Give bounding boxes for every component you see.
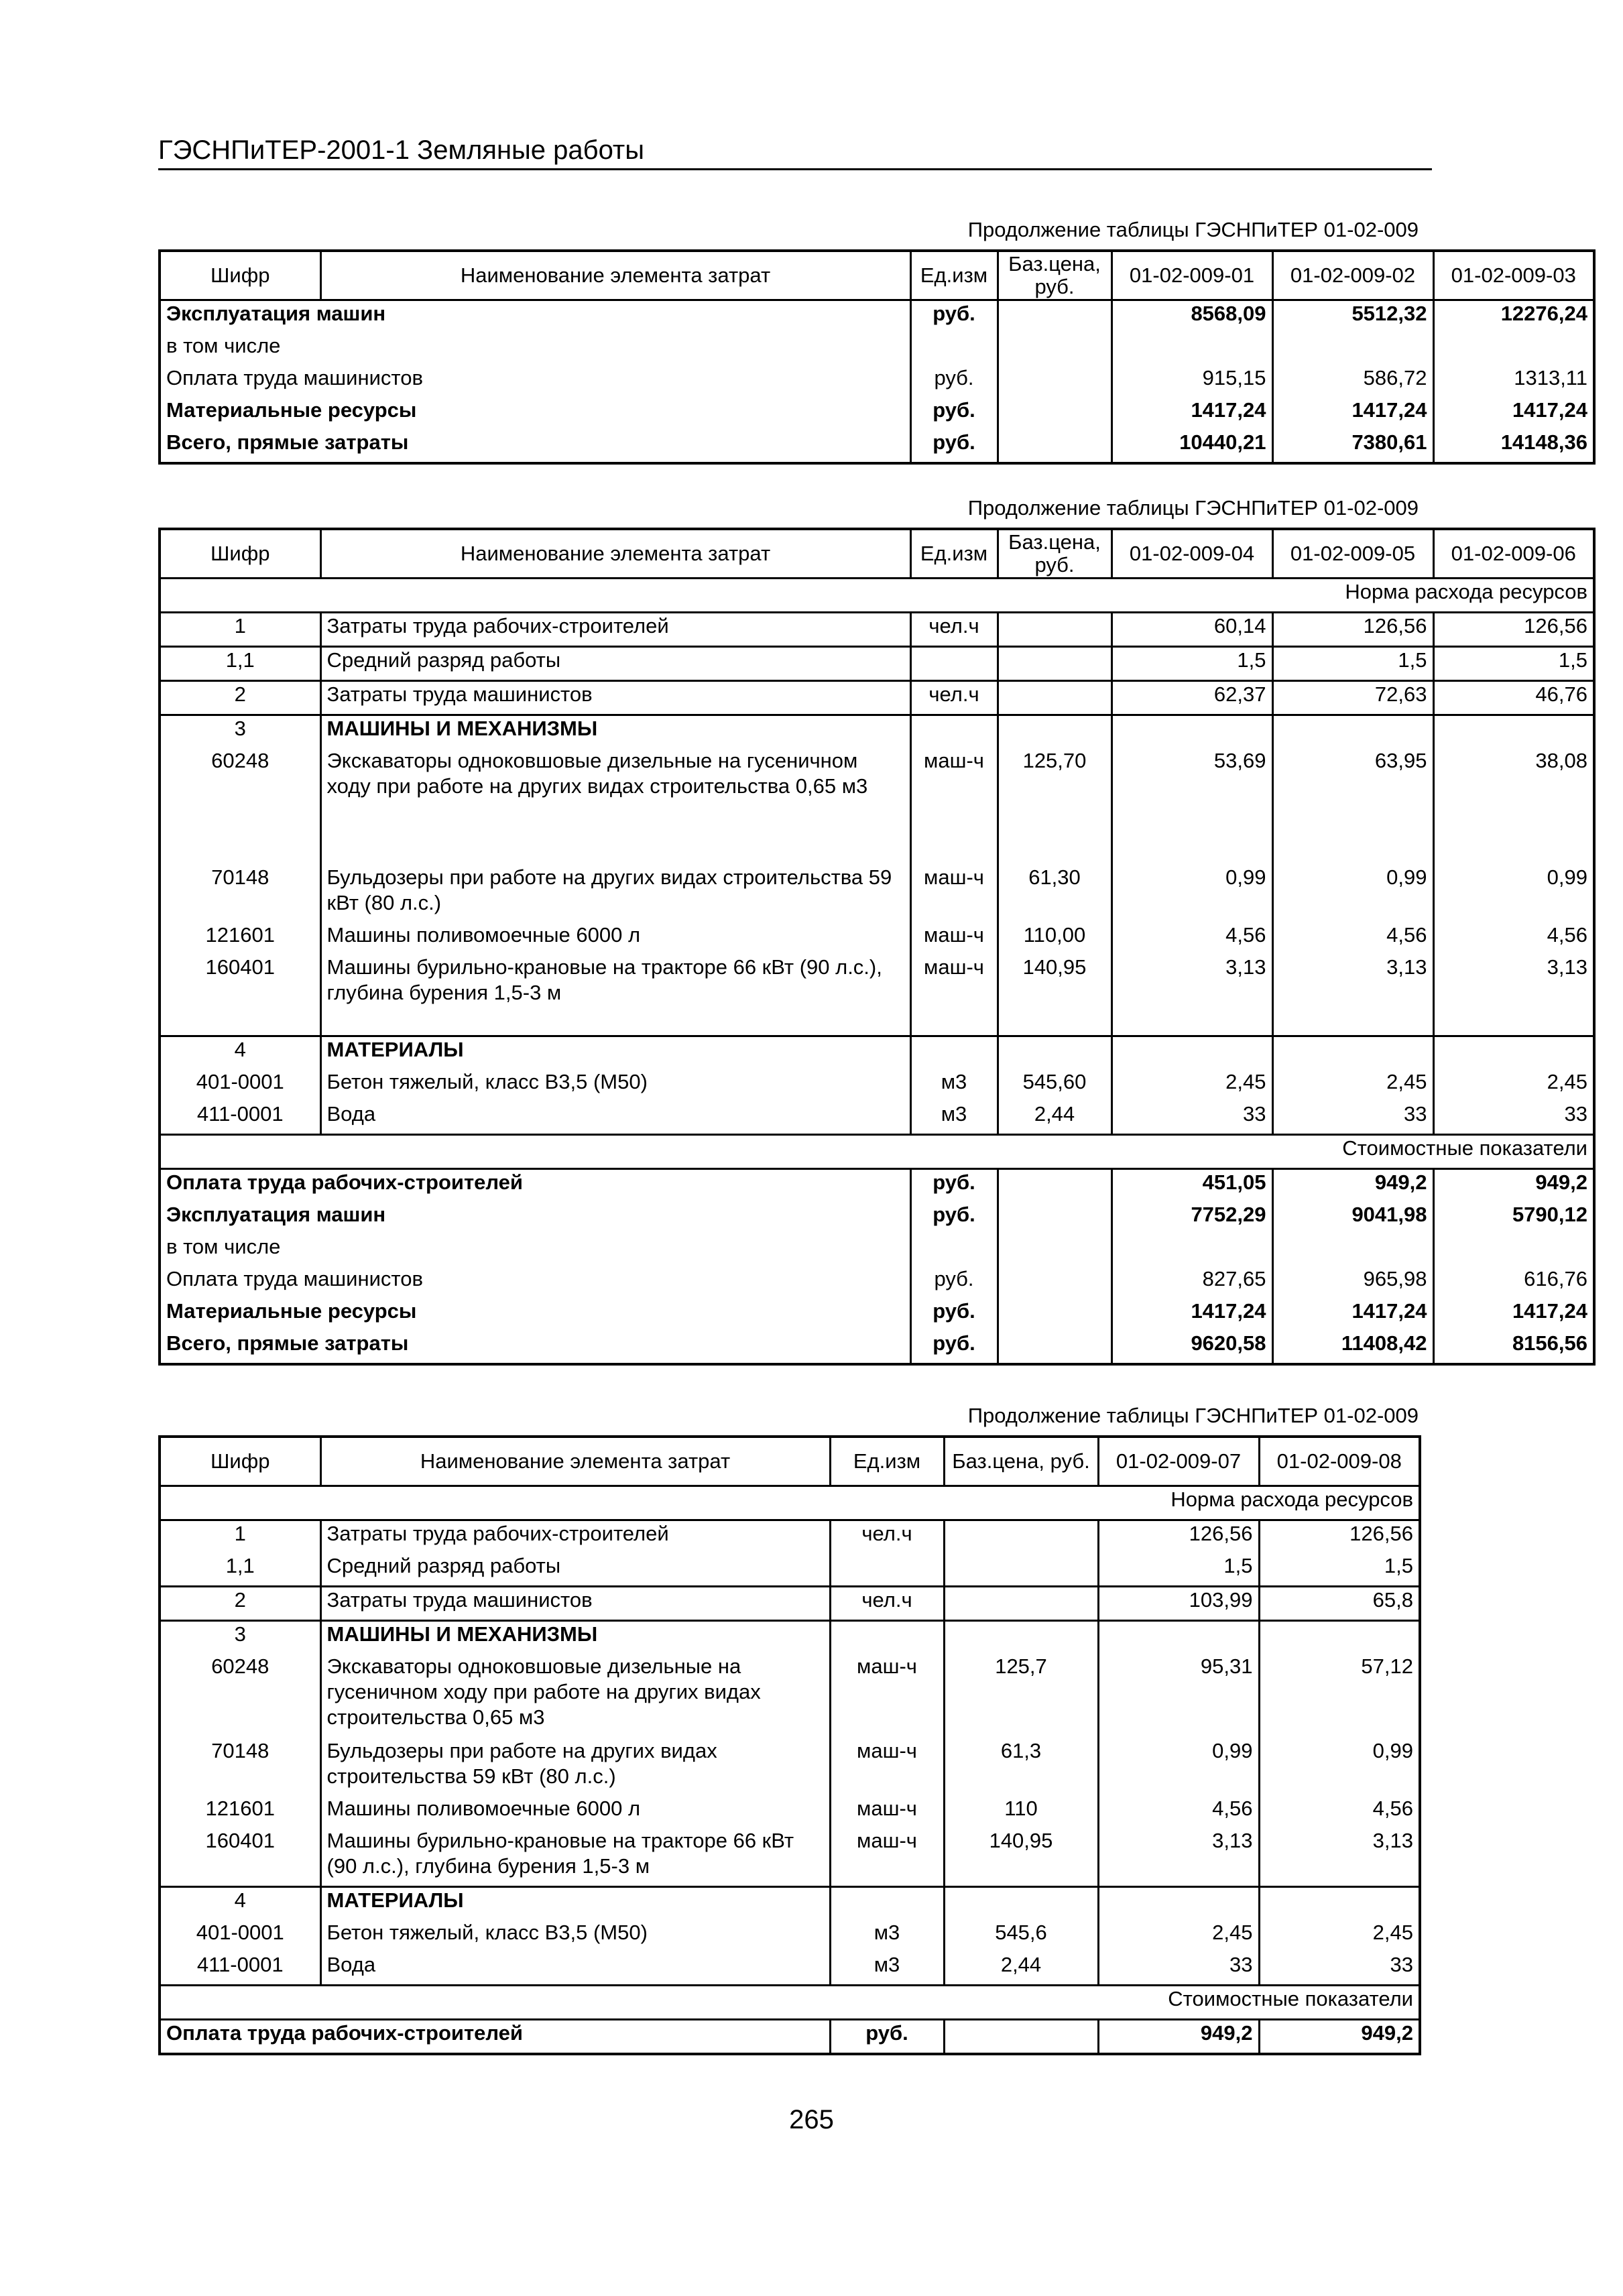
table-row: [160, 1828, 1420, 1887]
row-price: [998, 1169, 1111, 1203]
row-unit: руб.: [910, 1266, 998, 1298]
col-price-header: Баз.цена, руб.: [944, 1437, 1098, 1486]
col-code-header: Шифр: [160, 529, 320, 579]
table2: [158, 528, 1596, 1366]
row-unit: [830, 1887, 944, 1921]
row-value: [1433, 1234, 1594, 1266]
row-unit: руб.: [910, 365, 998, 398]
row-value: 1,5: [1272, 647, 1433, 681]
row-value: 0,99: [1259, 1738, 1420, 1796]
table-row: [160, 613, 1594, 647]
row-code: 1,1: [160, 647, 320, 681]
row-value: 1417,24: [1433, 1298, 1594, 1331]
table-row: [160, 1331, 1594, 1364]
row-price: [998, 1036, 1111, 1070]
row-value: 3,13: [1433, 955, 1594, 1036]
row-code: 401-0001: [196, 1070, 284, 1093]
table-row: [160, 1266, 1594, 1298]
row-name: Машины бурильно-крановые на тракторе 66 кВт (90 л.с.), глубина бурения 1,5-3 м: [320, 955, 910, 1036]
row-unit: руб.: [910, 1169, 998, 1203]
row-value: 11408,42: [1272, 1331, 1433, 1364]
row-name: Бульдозеры при работе на других видах строительства 59 кВт (80 л.с.): [320, 842, 910, 922]
row-value: 7380,61: [1272, 430, 1433, 463]
row-name: в том числе: [166, 334, 281, 357]
col-name-header: Наименование элемента затрат: [320, 1437, 830, 1486]
col-norm-header: 01-02-009-06: [1433, 529, 1594, 579]
row-code: 2: [160, 1587, 320, 1621]
row-value: 2,45: [1098, 1920, 1259, 1952]
row-value: 586,72: [1272, 365, 1433, 398]
table1-header-row: [160, 251, 1594, 300]
row-code: 3: [160, 715, 320, 749]
row-value: 915,15: [1111, 365, 1272, 398]
row-value: 4,56: [1259, 1796, 1420, 1828]
row-name: Бетон тяжелый, класс В3,5 (М50): [320, 1069, 910, 1101]
row-price: [998, 430, 1111, 463]
row-name: Затраты труда рабочих-строителей: [320, 1520, 830, 1554]
row-value: [1433, 333, 1594, 365]
row-code: 60248: [211, 1654, 269, 1678]
row-unit: маш-ч: [910, 842, 998, 922]
row-name: Экскаваторы одноковшовые дизельные на гусеничном ходу при работе на других видах строительства 0,65 м3: [320, 748, 910, 842]
row-value: 10440,21: [1111, 430, 1272, 463]
col-norm-header: 01-02-009-07: [1098, 1437, 1259, 1486]
row-name: Оплата труда машинистов: [166, 1267, 423, 1290]
row-code: 70148: [211, 865, 269, 889]
row-price: [998, 715, 1111, 749]
row-value: [1098, 1621, 1259, 1654]
row-unit: [910, 1234, 998, 1266]
row-name: в том числе: [166, 1235, 281, 1258]
row-price: 2,44: [998, 1101, 1111, 1135]
row-name: Оплата труда машинистов: [166, 366, 423, 389]
row-value: [1098, 1887, 1259, 1921]
row-unit: м3: [830, 1920, 944, 1952]
row-code: 4: [160, 1887, 320, 1921]
row-value: 949,2: [1272, 1169, 1433, 1203]
row-value: 965,98: [1272, 1266, 1433, 1298]
row-value: 14148,36: [1433, 430, 1594, 463]
row-unit: чел.ч: [910, 613, 998, 647]
row-name: Вода: [320, 1101, 910, 1135]
row-value: 4,56: [1111, 922, 1272, 955]
row-value: 1,5: [1259, 1553, 1420, 1587]
row-price: [944, 1887, 1098, 1921]
row-value: 65,8: [1259, 1587, 1420, 1621]
row-value: 2,45: [1111, 1069, 1272, 1101]
row-code: 70148: [211, 1739, 269, 1762]
row-value: 5512,32: [1272, 300, 1433, 334]
row-unit: [830, 1553, 944, 1587]
row-name: Эксплуатация машин: [166, 302, 386, 325]
row-value: [1111, 1036, 1272, 1070]
col-name-header: Наименование элемента затрат: [320, 529, 910, 579]
section-label-norm: Норма расхода ресурсов: [160, 1486, 1420, 1520]
table-row: [160, 333, 1594, 365]
table1: [158, 249, 1596, 465]
row-price: [998, 365, 1111, 398]
table3-header-row: [160, 1437, 1420, 1486]
table-row: [160, 1169, 1594, 1203]
row-value: 7752,29: [1111, 1202, 1272, 1234]
row-unit: [910, 647, 998, 681]
row-price: 125,7: [944, 1654, 1098, 1738]
row-value: 2,45: [1433, 1069, 1594, 1101]
table-row: [160, 647, 1594, 681]
row-value: 95,31: [1098, 1654, 1259, 1738]
row-value: 126,56: [1433, 613, 1594, 647]
row-price: 110,00: [998, 922, 1111, 955]
row-name: Материальные ресурсы: [166, 398, 417, 422]
row-value: 1313,11: [1433, 365, 1594, 398]
row-unit: [830, 1621, 944, 1654]
row-name: Машины поливомоечные 6000 л: [320, 1796, 830, 1828]
row-unit: м3: [830, 1952, 944, 1986]
row-value: 63,95: [1272, 748, 1433, 842]
row-unit: руб.: [910, 430, 998, 463]
table-row: [160, 1920, 1420, 1952]
row-value: 57,12: [1259, 1654, 1420, 1738]
section-row: [160, 1135, 1594, 1169]
section-label-norm: Норма расхода ресурсов: [160, 579, 1594, 613]
row-value: [1272, 1234, 1433, 1266]
table-row: [160, 365, 1594, 398]
row-value: 62,37: [1111, 681, 1272, 715]
row-unit: руб.: [910, 1202, 998, 1234]
row-value: 0,99: [1272, 842, 1433, 922]
row-value: [1111, 333, 1272, 365]
row-name: Затраты труда машинистов: [320, 681, 910, 715]
row-value: 33: [1433, 1101, 1594, 1135]
table-row: [160, 842, 1594, 922]
table-row: [160, 1202, 1594, 1234]
row-name: Эксплуатация машин: [166, 1203, 386, 1226]
row-value: 4,56: [1098, 1796, 1259, 1828]
row-code: 160401: [205, 1829, 275, 1852]
table3-caption: Продолжение таблицы ГЭСНПиТЕР 01-02-009: [967, 1404, 1419, 1427]
table-row: [160, 922, 1594, 955]
row-name: Затраты труда машинистов: [320, 1587, 830, 1621]
row-price: [998, 300, 1111, 334]
row-name: МАШИНЫ И МЕХАНИЗМЫ: [320, 715, 910, 749]
row-value: 4,56: [1433, 922, 1594, 955]
row-value: [1111, 1234, 1272, 1266]
row-value: 0,99: [1111, 842, 1272, 922]
row-value: 53,69: [1111, 748, 1272, 842]
row-price: [944, 1520, 1098, 1554]
col-price-header: Баз.цена, руб.: [998, 529, 1111, 579]
row-name: Вода: [320, 1952, 830, 1986]
row-code: 2: [160, 681, 320, 715]
table-row: [160, 681, 1594, 715]
table-row: [160, 398, 1594, 430]
row-unit: маш-ч: [830, 1738, 944, 1796]
row-name: Всего, прямые затраты: [166, 430, 409, 454]
row-unit: руб.: [910, 1331, 998, 1364]
row-value: 3,13: [1098, 1828, 1259, 1887]
row-value: 33: [1272, 1101, 1433, 1135]
col-norm-header: 01-02-009-01: [1111, 251, 1272, 300]
row-value: 3,13: [1111, 955, 1272, 1036]
row-value: 451,05: [1111, 1169, 1272, 1203]
col-unit-header: Ед.изм: [910, 529, 998, 579]
row-value: 4,56: [1272, 922, 1433, 955]
row-unit: руб.: [830, 2020, 944, 2055]
row-price: 545,6: [944, 1920, 1098, 1952]
row-value: 8568,09: [1111, 300, 1272, 334]
table-row: [160, 1234, 1594, 1266]
row-value: [1111, 715, 1272, 749]
row-value: 33: [1098, 1952, 1259, 1986]
row-price: [998, 1298, 1111, 1331]
row-value: [1433, 1036, 1594, 1070]
section-row: [160, 1486, 1420, 1520]
row-unit: руб.: [910, 300, 998, 334]
col-unit-header: Ед.изм: [830, 1437, 944, 1486]
row-price: [944, 1553, 1098, 1587]
table-row: [160, 1520, 1420, 1554]
row-code: 411-0001: [196, 1102, 284, 1126]
row-price: 545,60: [998, 1069, 1111, 1101]
table-row: [160, 300, 1594, 334]
row-unit: [910, 333, 998, 365]
row-code: 401-0001: [196, 1921, 284, 1944]
row-price: 2,44: [944, 1952, 1098, 1986]
row-price: 140,95: [998, 955, 1111, 1036]
row-code: 121601: [205, 923, 275, 947]
table-row: [160, 748, 1594, 842]
row-price: [998, 333, 1111, 365]
col-norm-header: 01-02-009-08: [1259, 1437, 1420, 1486]
row-value: 46,76: [1433, 681, 1594, 715]
row-name: Оплата труда рабочих-строителей: [160, 1169, 910, 1203]
row-value: 0,99: [1433, 842, 1594, 922]
row-value: 9620,58: [1111, 1331, 1272, 1364]
row-price: [998, 1234, 1111, 1266]
col-code-header: Шифр: [160, 1437, 320, 1486]
row-value: 33: [1259, 1952, 1420, 1986]
row-unit: чел.ч: [830, 1587, 944, 1621]
row-name: МАТЕРИАЛЫ: [320, 1036, 910, 1070]
table-row: [160, 1101, 1594, 1135]
row-value: 949,2: [1259, 2020, 1420, 2055]
row-unit: маш-ч: [830, 1654, 944, 1738]
row-code: 4: [160, 1036, 320, 1070]
row-code: 1,1: [225, 1554, 255, 1577]
section-row: [160, 1986, 1420, 2020]
row-name: Затраты труда рабочих-строителей: [320, 613, 910, 647]
table-row: [160, 1069, 1594, 1101]
col-code-header: Шифр: [160, 251, 320, 300]
row-unit: руб.: [910, 1298, 998, 1331]
row-value: 12276,24: [1433, 300, 1594, 334]
page-number: 265: [789, 2105, 834, 2134]
row-name: Машины поливомоечные 6000 л: [320, 922, 910, 955]
row-value: 1,5: [1111, 647, 1272, 681]
row-name: МАТЕРИАЛЫ: [320, 1887, 830, 1921]
row-value: 2,45: [1259, 1920, 1420, 1952]
row-price: [944, 1587, 1098, 1621]
table-row: [160, 1621, 1420, 1654]
row-value: 60,14: [1111, 613, 1272, 647]
col-name-header: Наименование элемента затрат: [320, 251, 910, 300]
table-row: [160, 430, 1594, 463]
row-price: [998, 613, 1111, 647]
table-row: [160, 955, 1594, 1036]
row-unit: [910, 715, 998, 749]
row-value: [1272, 333, 1433, 365]
table-row: [160, 1887, 1420, 1921]
row-price: [998, 647, 1111, 681]
row-code: 60248: [211, 749, 269, 772]
row-code: 1: [160, 1520, 320, 1554]
row-name: Оплата труда рабочих-строителей: [160, 2020, 830, 2055]
row-price: [998, 1266, 1111, 1298]
row-unit: маш-ч: [830, 1828, 944, 1887]
row-value: 2,45: [1272, 1069, 1433, 1101]
row-code: 411-0001: [196, 1953, 284, 1976]
col-unit-header: Ед.изм: [910, 251, 998, 300]
row-value: 3,13: [1272, 955, 1433, 1036]
table1-caption: Продолжение таблицы ГЭСНПиТЕР 01-02-009: [967, 218, 1419, 241]
row-unit: м3: [910, 1101, 998, 1135]
row-value: 5790,12: [1433, 1202, 1594, 1234]
table-row: [160, 1952, 1420, 1986]
row-name: Средний разряд работы: [320, 1553, 830, 1587]
row-value: 33: [1111, 1101, 1272, 1135]
table-row: [160, 1298, 1594, 1331]
row-value: [1433, 715, 1594, 749]
row-value: [1259, 1887, 1420, 1921]
table-row: [160, 1553, 1420, 1587]
row-name: Средний разряд работы: [320, 647, 910, 681]
row-price: [944, 1621, 1098, 1654]
row-value: 949,2: [1098, 2020, 1259, 2055]
row-code: 160401: [205, 955, 275, 979]
row-price: [998, 398, 1111, 430]
table2-caption: Продолжение таблицы ГЭСНПиТЕР 01-02-009: [967, 496, 1419, 520]
row-price: [998, 1331, 1111, 1364]
row-value: [1272, 1036, 1433, 1070]
row-price: 61,3: [944, 1738, 1098, 1796]
row-unit: маш-ч: [910, 748, 998, 842]
row-unit: маш-ч: [910, 955, 998, 1036]
page-header: ГЭСНПиТЕР-2001-1 Земляные работы: [158, 135, 1432, 170]
row-price: 140,95: [944, 1828, 1098, 1887]
col-norm-header: 01-02-009-05: [1272, 529, 1433, 579]
col-norm-header: 01-02-009-02: [1272, 251, 1433, 300]
row-unit: руб.: [910, 398, 998, 430]
row-name: Бульдозеры при работе на других видах строительства 59 кВт (80 л.с.): [320, 1738, 830, 1796]
row-name: Материальные ресурсы: [166, 1299, 417, 1323]
row-code: 3: [160, 1621, 320, 1654]
row-value: 949,2: [1433, 1169, 1594, 1203]
row-price: 61,30: [998, 842, 1111, 922]
table-row: [160, 1587, 1420, 1621]
row-value: [1259, 1621, 1420, 1654]
table3: [158, 1435, 1421, 2055]
row-value: 1417,24: [1272, 398, 1433, 430]
row-name: Экскаваторы одноковшовые дизельные на гусеничном ходу при работе на других видах строительства 0,65 м3: [320, 1654, 830, 1738]
row-unit: маш-ч: [910, 922, 998, 955]
table-row: [160, 1738, 1420, 1796]
row-price: 125,70: [998, 748, 1111, 842]
col-norm-header: 01-02-009-03: [1433, 251, 1594, 300]
row-unit: м3: [910, 1069, 998, 1101]
row-value: 38,08: [1433, 748, 1594, 842]
row-value: 103,99: [1098, 1587, 1259, 1621]
row-name: Всего, прямые затраты: [166, 1331, 409, 1355]
row-value: 72,63: [1272, 681, 1433, 715]
row-value: 1,5: [1098, 1553, 1259, 1587]
table-row: [160, 1796, 1420, 1828]
row-value: 126,56: [1272, 613, 1433, 647]
row-value: 616,76: [1433, 1266, 1594, 1298]
row-value: 3,13: [1259, 1828, 1420, 1887]
row-price: 110: [944, 1796, 1098, 1828]
row-value: 827,65: [1111, 1266, 1272, 1298]
section-row: [160, 579, 1594, 613]
row-name: Машины бурильно-крановые на тракторе 66 кВт (90 л.с.), глубина бурения 1,5-3 м: [320, 1828, 830, 1887]
row-value: 1417,24: [1272, 1298, 1433, 1331]
row-price: [998, 681, 1111, 715]
row-value: 1417,24: [1433, 398, 1594, 430]
row-value: 9041,98: [1272, 1202, 1433, 1234]
col-norm-header: 01-02-009-04: [1111, 529, 1272, 579]
row-value: 8156,56: [1433, 1331, 1594, 1364]
row-code: 1: [160, 613, 320, 647]
table-row: [160, 715, 1594, 749]
table-row: [160, 1036, 1594, 1070]
section-label-cost: Стоимостные показатели: [160, 1135, 1594, 1169]
row-unit: маш-ч: [830, 1796, 944, 1828]
table2-header-row: [160, 529, 1594, 579]
row-value: 126,56: [1259, 1520, 1420, 1554]
row-value: 0,99: [1098, 1738, 1259, 1796]
row-name: МАШИНЫ И МЕХАНИЗМЫ: [320, 1621, 830, 1654]
row-price: [998, 1202, 1111, 1234]
row-unit: [910, 1036, 998, 1070]
section-label-cost: Стоимостные показатели: [160, 1986, 1420, 2020]
col-price-header: Баз.цена, руб.: [998, 251, 1111, 300]
row-unit: чел.ч: [910, 681, 998, 715]
row-name: Бетон тяжелый, класс В3,5 (М50): [320, 1920, 830, 1952]
row-value: [1272, 715, 1433, 749]
row-code: 121601: [205, 1797, 275, 1820]
row-unit: чел.ч: [830, 1520, 944, 1554]
row-value: 1,5: [1433, 647, 1594, 681]
table-row: [160, 2020, 1420, 2055]
row-value: 1417,24: [1111, 1298, 1272, 1331]
row-value: 126,56: [1098, 1520, 1259, 1554]
row-price: [944, 2020, 1098, 2055]
table-row: [160, 1654, 1420, 1738]
row-value: 1417,24: [1111, 398, 1272, 430]
